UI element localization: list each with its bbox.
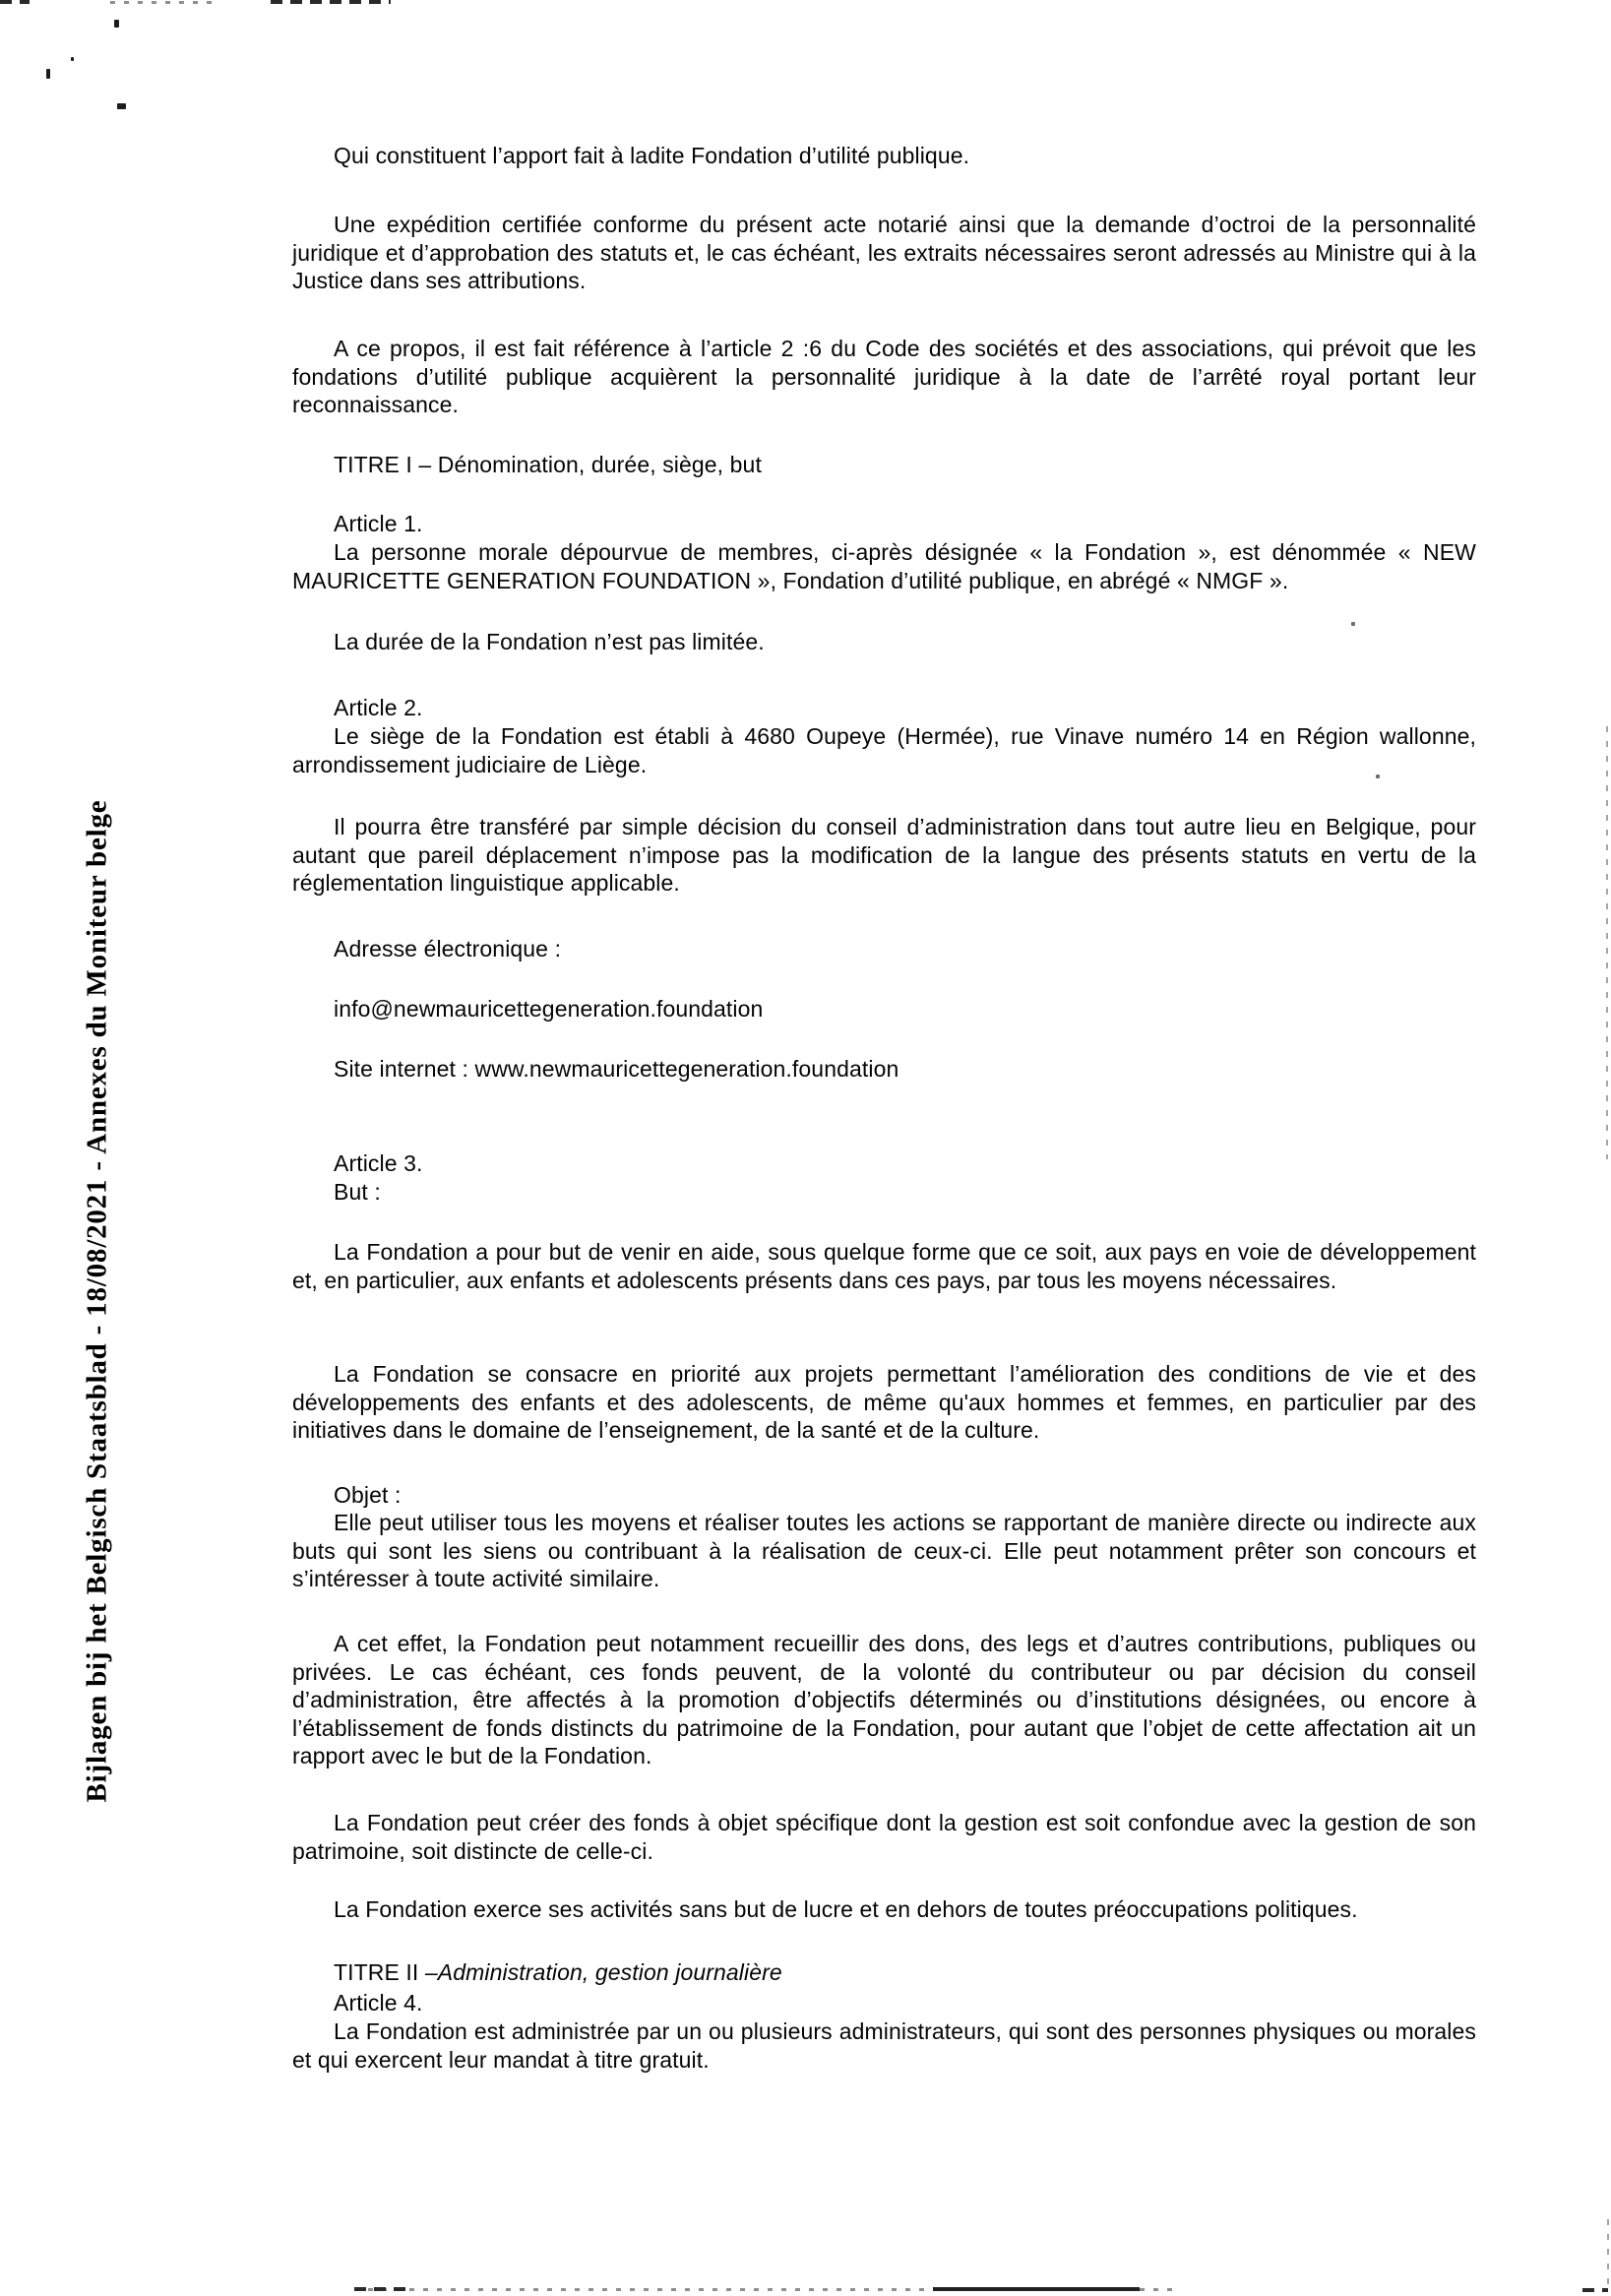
article-2-label: Article 2. <box>334 695 423 720</box>
paragraph-duree: La durée de la Fondation n’est pas limitée. <box>334 629 765 654</box>
scan-artifact-bottom-dash <box>354 2287 411 2291</box>
article-1-text: La personne morale dépourvue de membres, ci-après désignée « la Fondation », est dénommée « NEW MAURICETTE GENERATION FOUNDATION », Fondation d’utilité publique, en abrégé « NMGF ». <box>292 539 1476 593</box>
paragraph-objet: Elle peut utiliser tous les moyens et réaliser toutes les actions se rapportant de manière directe ou indirecte aux buts qui sont les siens ou contribuant à la réalisation de ceux-ci. Elle peut notamment prêter son concours et s’intéresser à toute activité similaire. <box>292 1510 1476 1591</box>
paragraph-expedition: Une expédition certifiée conforme du présent acte notarié ainsi que la demande d’octroi de la personnalité juridique et d’approbation des statuts et, le cas échéant, les extraits nécessaires seront adressés au Ministre qui à la Justice dans ses attributions. <box>292 212 1476 293</box>
scan-artifact-top-faint-dashes <box>110 1 218 4</box>
article-4-text: La Fondation est administrée par un ou plusieurs administrateurs, qui sont des personnes physiques ou morales et qui exercent leur mandat à titre gratuit. <box>292 2018 1476 2073</box>
titre-ii-subtitle: Administration, gestion journalière <box>437 1959 782 1985</box>
article-2-text: Le siège de la Fondation est établi à 4680 Oupeye (Hermée), rue Vinave numéro 14 en Région wallonne, arrondissement judiciaire de Liège. <box>292 723 1476 777</box>
article-3-label: Article 3. <box>334 1150 423 1176</box>
scan-artifact-bottom-corner-dashes <box>1582 2288 1608 2292</box>
scan-artifact-speck <box>1376 775 1380 778</box>
scan-artifact-speck <box>117 103 126 109</box>
scan-artifact-speck <box>114 20 119 28</box>
scan-artifact-top-left-dashes <box>0 0 30 4</box>
scan-artifact-speck <box>71 57 74 61</box>
paragraph-effet: A cet effet, la Fondation peut notamment recueillir des dons, des legs et d’autres contributions, publiques ou privées. Le cas échéant, ces fonds peuvent, de la volonté du contributeur ou par décision du conseil d’administration, être affectés à la promotion d’objectifs déterminés ou d’institutions désignées, ou encore à l’établissement de fonds distincts du patrimoine de la Fondation, pour autant que l’objet de cette affectation ait un rapport avec le but de la Fondation. <box>292 1631 1476 1769</box>
scan-artifact-speck <box>1351 622 1355 626</box>
titre-ii-prefix: TITRE II – <box>334 1959 438 1985</box>
but-label: But : <box>334 1179 381 1205</box>
gazette-vertical-caption: Bijlagen bij het Belgisch Staatsblad - 18/08/2021 - Annexes du Moniteur belge <box>81 799 113 1803</box>
objet-label: Objet : <box>334 1482 402 1508</box>
scan-artifact-right-edge-dashes <box>1607 2219 1609 2293</box>
heading-titre-i: TITRE I – Dénomination, durée, siège, but <box>334 452 762 477</box>
scan-artifact-speck <box>46 69 50 79</box>
scan-artifact-right-edge-dashes <box>1606 726 1608 1159</box>
email-address-text: info@newmauricettegeneration.foundation <box>334 996 764 1022</box>
paragraph-reference: A ce propos, il est fait référence à l’article 2 :6 du Code des sociétés et des associations, qui prévoit que les fondations d’utilité publique acquièrent la personnalité juridique à la date de l’arrêté royal portant leur reconnaissance. <box>292 336 1476 417</box>
label-adresse-electronique: Adresse électronique : <box>334 936 562 962</box>
paragraph-lucre: La Fondation exerce ses activités sans but de lucre et en dehors de toutes préoccupations politiques. <box>334 1896 1358 1922</box>
article-1-label: Article 1. <box>334 511 423 536</box>
paragraph-consacre: La Fondation se consacre en priorité aux projets permettant l’amélioration des conditions de vie et des développements des enfants et des adolescents, de même qu'aux hommes et femmes, en particulier par des initiatives dans le domaine de l’enseignement, de la santé et de la culture. <box>292 1361 1476 1443</box>
paragraph-apport: Qui constituent l’apport fait à ladite Fondation d’utilité publique. <box>334 143 970 168</box>
paragraph-but: La Fondation a pour but de venir en aide, sous quelque forme que ce soit, aux pays en voie de développement et, en particulier, aux enfants et adolescents présents dans ces pays, par tous les moyens nécessaires. <box>292 1239 1476 1293</box>
website-text: Site internet : www.newmauricettegeneration.foundation <box>334 1056 899 1082</box>
heading-titre-ii <box>292 1958 1476 1987</box>
article-4-label: Article 4. <box>334 1990 423 2016</box>
paragraph-fonds: La Fondation peut créer des fonds à objet spécifique dont la gestion est soit confondue avec la gestion de son patrimoine, soit distincte de celle-ci. <box>292 1810 1476 1864</box>
paragraph-transfert: Il pourra être transféré par simple décision du conseil d’administration dans tout autre lieu en Belgique, pour autant que pareil déplacement n’impose pas la modification de la langue des présents statuts en vertu de la réglementation linguistique applicable. <box>292 814 1476 896</box>
scan-artifact-top-dashed-line <box>271 0 391 4</box>
scan-artifact-bottom-line <box>933 2287 1140 2291</box>
